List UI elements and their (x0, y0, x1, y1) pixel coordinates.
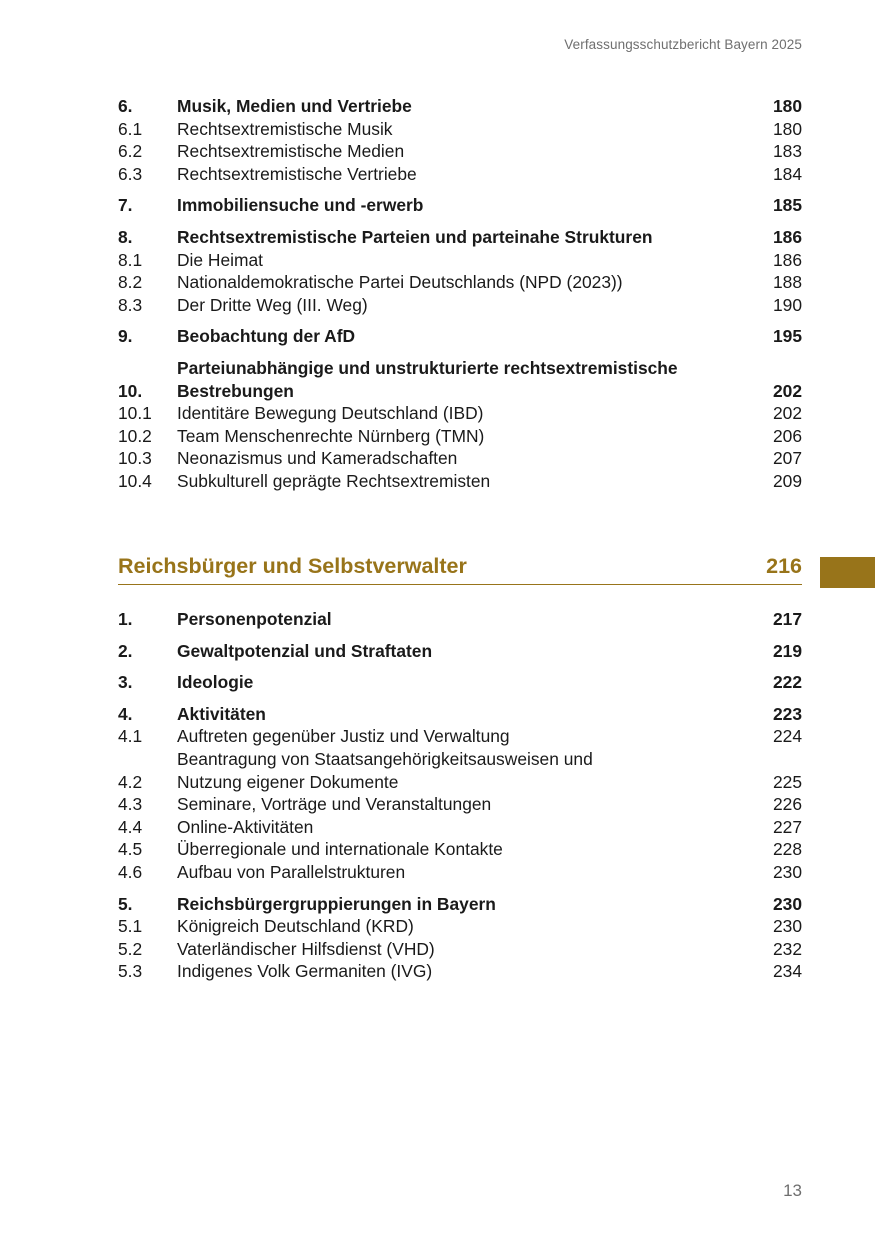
toc-entry-number: 6.3 (118, 163, 143, 184)
toc-entry-title: Neonazismus und Kameradschaften (177, 448, 458, 469)
toc-subentry[interactable] (118, 793, 802, 816)
toc-group (118, 893, 802, 983)
toc-group (118, 325, 802, 348)
toc-entry-number: 10. (118, 380, 143, 401)
toc-entry-number: 5. (118, 893, 133, 914)
toc-chapter-entry[interactable] (118, 640, 802, 663)
toc-entry-page: 184 (772, 163, 802, 184)
toc-entry-page: 219 (772, 640, 802, 661)
toc-entry-title: Aufbau von Parallelstrukturen (177, 861, 406, 882)
toc-subentry[interactable] (118, 402, 802, 425)
toc-entry-title: Seminare, Vorträge und Veranstaltungen (177, 794, 492, 815)
toc-entry-number: 4.3 (118, 794, 143, 815)
toc-subentry[interactable] (118, 294, 802, 317)
toc-subentry[interactable] (118, 938, 802, 961)
toc-entry-number: 4.1 (118, 726, 143, 747)
toc-entry-number: 8. (118, 226, 133, 247)
toc-subentry[interactable] (118, 960, 802, 983)
toc-chapter-entry[interactable] (118, 893, 802, 916)
toc-subentry[interactable] (118, 816, 802, 839)
toc-entry-page: 222 (772, 672, 802, 693)
toc-subentry[interactable] (118, 915, 802, 938)
running-head: Verfassungsschutzbericht Bayern 2025 (564, 37, 802, 52)
toc-chapter-entry[interactable] (118, 671, 802, 694)
toc-entry-number: 6.2 (118, 141, 143, 162)
toc-entry-title: Rechtsextremistische Vertriebe (177, 163, 417, 184)
section-title: Reichsbürger und Selbstverwalter (118, 554, 467, 578)
toc-entry-title: Indigenes Volk Germaniten (IVG) (177, 961, 433, 982)
toc-entry-number: 10.1 (118, 403, 152, 424)
toc-entry-page: 188 (772, 272, 802, 293)
toc-entry-page: 185 (772, 195, 802, 216)
toc-chapter-entry[interactable] (118, 703, 802, 726)
toc-entry-title: Rechtsextremistische Medien (177, 141, 405, 162)
toc-entry-page: 225 (772, 771, 802, 792)
toc-entry-title: Musik, Medien und Vertriebe (177, 96, 412, 116)
toc-entry-title: Reichsbürgergruppierungen in Bayern (177, 893, 496, 914)
toc-subentry[interactable] (118, 748, 802, 793)
toc-entry-page: 186 (772, 226, 802, 247)
toc-group (118, 194, 802, 217)
toc-subentry[interactable] (118, 271, 802, 294)
toc-entry-title: Auftreten gegenüber Justiz und Verwaltung (177, 726, 510, 747)
toc-entry-number: 3. (118, 672, 133, 693)
toc-subentry[interactable] (118, 447, 802, 470)
toc-entry-page: 195 (772, 326, 802, 347)
toc-entry-page: 228 (772, 839, 802, 860)
toc-entry-title: Online-Aktivitäten (177, 816, 314, 837)
toc-group (118, 671, 802, 694)
toc-subentry[interactable] (118, 861, 802, 884)
toc-entry-title (177, 748, 758, 793)
toc-lower-list (118, 608, 802, 983)
toc-subentry[interactable] (118, 838, 802, 861)
toc-entry-page: 232 (772, 938, 802, 959)
toc-entry-page: 183 (772, 141, 802, 162)
page-number: 13 (783, 1181, 802, 1200)
toc-entry-number: 8.2 (118, 272, 143, 293)
toc-group (118, 357, 802, 493)
toc-subentry[interactable] (118, 470, 802, 493)
toc-upper-list (118, 95, 802, 493)
toc-group (118, 95, 802, 185)
toc-subentry[interactable] (118, 725, 802, 748)
toc-entry-number: 4.4 (118, 816, 143, 837)
toc-entry-page: 224 (772, 726, 802, 747)
toc-entry-number: 8.3 (118, 294, 143, 315)
toc-entry-number: 10.4 (118, 470, 152, 491)
chapter-side-tab (820, 557, 875, 588)
toc-entry-page: 202 (772, 380, 802, 401)
toc-entry-title: Immobiliensuche und -erwerb (177, 195, 424, 216)
toc-entry-page: 230 (772, 893, 802, 914)
toc-entry-title: Der Dritte Weg (III. Weg) (177, 294, 368, 315)
toc-entry-number: 1. (118, 609, 133, 629)
toc-entry-page: 226 (772, 794, 802, 815)
toc-entry-page: 207 (772, 448, 802, 469)
section-page: 216 (766, 554, 802, 578)
toc-entry-number: 4.2 (118, 771, 143, 792)
toc-entry-number: 7. (118, 195, 133, 216)
toc-chapter-entry[interactable] (118, 226, 802, 249)
toc-entry-title (177, 357, 758, 402)
toc-entry-page: 223 (772, 703, 802, 724)
section-heading[interactable] (118, 554, 802, 585)
toc-entry-title: Überregionale und internationale Kontakte (177, 839, 503, 860)
toc-entry-number: 2. (118, 640, 133, 661)
toc-entry-page: 190 (772, 294, 802, 315)
toc-entry-number: 9. (118, 326, 133, 347)
toc-entry-page: 209 (772, 470, 802, 491)
toc-subentry[interactable] (118, 249, 802, 272)
toc-subentry[interactable] (118, 140, 802, 163)
toc-chapter-entry[interactable] (118, 95, 802, 118)
toc-entry-page: 186 (772, 249, 802, 270)
toc-entry-title: Beobachtung der AfD (177, 326, 356, 347)
toc-entry-title-line: Nutzung eigener Dokumente (177, 771, 399, 792)
toc-entry-title: Rechtsextremistische Parteien und parteinahe Strukturen (177, 226, 653, 247)
toc-entry-title: Gewaltpotenzial und Straftaten (177, 640, 433, 661)
toc-entry-number: 4.5 (118, 839, 143, 860)
toc-entry-title: Ideologie (177, 672, 254, 693)
toc-entry-title: Subkulturell geprägte Rechtsextremisten (177, 470, 491, 491)
toc-entry-title: Aktivitäten (177, 703, 266, 724)
toc-entry-number: 8.1 (118, 249, 143, 270)
toc-entry-title: Königreich Deutschland (KRD) (177, 916, 414, 937)
toc-chapter-entry[interactable] (118, 194, 802, 217)
toc-entry-title: Vaterländischer Hilfsdienst (VHD) (177, 938, 435, 959)
toc-entry-page: 234 (772, 961, 802, 982)
toc-entry-title: Die Heimat (177, 249, 264, 270)
toc-chapter-entry[interactable] (118, 608, 802, 631)
toc-group (118, 640, 802, 663)
toc-group (118, 608, 802, 631)
toc-entry-page: 230 (772, 916, 802, 937)
toc-entry-number: 4. (118, 703, 133, 724)
toc-entry-number: 5.1 (118, 916, 143, 937)
toc-entry-page: 230 (772, 861, 802, 882)
toc-entry-page: 180 (772, 118, 802, 139)
toc-entry-number: 10.3 (118, 448, 152, 469)
toc-entry-title: Personenpotenzial (177, 609, 332, 629)
toc-entry-page: 180 (772, 96, 802, 116)
toc-entry-page: 202 (772, 403, 802, 424)
toc-entry-title-line: Parteiunabhängige und unstrukturierte rechtsextremistische (177, 357, 678, 378)
toc-chapter-entry[interactable] (118, 325, 802, 348)
toc-subentry[interactable] (118, 163, 802, 186)
toc-entry-page: 217 (772, 609, 802, 629)
toc-group (118, 703, 802, 884)
toc-entry-number: 5.2 (118, 938, 143, 959)
toc-entry-title: Rechtsextremistische Musik (177, 118, 393, 139)
toc-entry-title: Nationaldemokratische Partei Deutschlands (NPD (2023)) (177, 272, 623, 293)
toc-group (118, 226, 802, 316)
toc-entry-title-line: Beantragung von Staatsangehörigkeitsausweisen und (177, 748, 593, 769)
toc-entry-title: Team Menschenrechte Nürnberg (TMN) (177, 425, 485, 446)
toc-entry-title: Identitäre Bewegung Deutschland (IBD) (177, 403, 484, 424)
toc-chapter-entry[interactable] (118, 357, 802, 402)
toc-entry-number: 10.2 (118, 425, 152, 446)
toc-entry-number: 6.1 (118, 118, 143, 139)
toc-subentry[interactable] (118, 425, 802, 448)
toc-subentry[interactable] (118, 118, 802, 141)
toc-entry-number: 4.6 (118, 861, 143, 882)
toc-entry-page: 227 (772, 816, 802, 837)
toc-entry-title-line: Bestrebungen (177, 380, 294, 401)
toc-entry-page: 206 (772, 425, 802, 446)
toc-entry-number: 5.3 (118, 961, 143, 982)
toc-entry-number: 6. (118, 96, 133, 116)
